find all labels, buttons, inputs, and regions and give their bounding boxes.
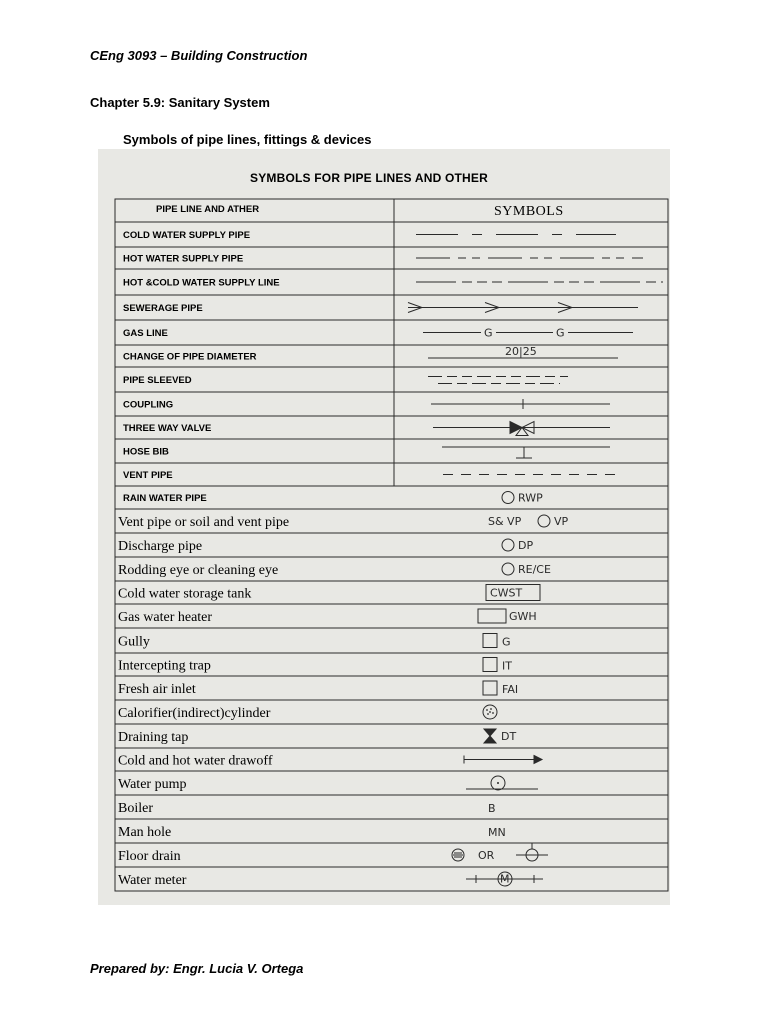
table-row xyxy=(123,492,543,505)
row-label: GAS LINE xyxy=(123,328,168,339)
row-label: Gas water heater xyxy=(118,610,213,625)
symbol-text: G xyxy=(502,635,511,649)
row-symbol xyxy=(431,399,610,409)
row-label: Water meter xyxy=(118,873,187,888)
row-label: Fresh air inlet xyxy=(118,682,196,697)
row-label: HOT &COLD WATER SUPPLY LINE xyxy=(123,277,280,289)
table-row xyxy=(118,801,496,816)
table-row xyxy=(118,705,497,721)
row-symbol xyxy=(483,705,497,719)
symbol-text: B xyxy=(488,802,496,815)
table-row xyxy=(123,375,568,386)
chapter-title: Chapter 5.9: Sanitary System xyxy=(90,95,270,110)
symbol-text: S& VP xyxy=(488,515,522,528)
prepared-by: Prepared by: Engr. Lucia V. Ortega xyxy=(90,961,304,976)
table-row xyxy=(118,776,538,792)
row-label: Calorifier(indirect)cylinder xyxy=(118,706,271,721)
row-symbol xyxy=(502,492,543,505)
row-label: Boiler xyxy=(118,801,153,816)
row-symbol xyxy=(502,563,551,576)
section-subtitle: Symbols of pipe lines, fittings & devices xyxy=(123,132,372,147)
row-label: SEWERAGE PIPE xyxy=(123,303,203,314)
row-label: Draining tap xyxy=(118,730,189,745)
row-label: Floor drain xyxy=(118,849,181,864)
symbol-text: DP xyxy=(518,539,534,552)
symbol-text: MN xyxy=(488,826,506,839)
table-row xyxy=(118,563,551,578)
row-label: Cold and hot water drawoff xyxy=(118,753,273,769)
symbol-text: FAI xyxy=(502,683,519,696)
row-symbol xyxy=(486,585,540,601)
row-symbol xyxy=(423,327,633,340)
table-row xyxy=(118,634,511,650)
row-symbol xyxy=(408,303,638,313)
row-symbol xyxy=(483,681,518,696)
symbol-text: RE/CE xyxy=(518,563,551,576)
symbol-text: RWP xyxy=(518,491,543,505)
row-label: Intercepting trap xyxy=(118,658,211,674)
table-row xyxy=(118,825,506,840)
symbol-text: VP xyxy=(554,515,569,528)
symbol-text: M xyxy=(500,872,510,886)
table-row xyxy=(118,585,540,602)
course-title: CEng 3093 – Building Construction xyxy=(90,48,308,63)
row-symbol xyxy=(466,872,543,886)
symbol-text: GWH xyxy=(509,610,537,623)
row-label: Discharge pipe xyxy=(118,539,203,554)
row-symbol xyxy=(428,377,568,384)
table-row xyxy=(118,539,533,554)
row-label: COLD WATER SUPPLY PIPE xyxy=(123,230,251,241)
row-symbol xyxy=(488,826,506,839)
row-symbol xyxy=(478,609,537,623)
row-symbol xyxy=(442,447,610,458)
table-row xyxy=(118,658,512,674)
table-row xyxy=(118,515,569,530)
symbol-text: CWST xyxy=(490,586,523,600)
table-row xyxy=(118,609,537,625)
row-symbol xyxy=(483,634,511,649)
table-row xyxy=(123,470,618,481)
table-row xyxy=(118,872,543,888)
row-symbol xyxy=(488,515,569,528)
table-row xyxy=(123,422,610,436)
table-row xyxy=(123,399,610,411)
table-row xyxy=(118,729,516,745)
scan-title: SYMBOLS FOR PIPE LINES AND OTHER xyxy=(250,171,488,185)
row-label: Vent pipe or soil and vent pipe xyxy=(118,515,290,530)
row-label: HOSE BIB xyxy=(123,446,169,458)
row-label: Rodding eye or cleaning eye xyxy=(118,563,279,578)
symbol-text: 20|25 xyxy=(505,345,537,358)
table-row xyxy=(123,278,663,289)
scanned-symbol-table-image xyxy=(98,149,670,905)
row-symbol xyxy=(488,802,496,815)
table-row xyxy=(118,754,542,769)
row-label: HOT WATER SUPPLY PIPE xyxy=(123,253,244,265)
table-row xyxy=(123,254,643,265)
symbol-text: IT xyxy=(502,659,512,673)
row-label: Water pump xyxy=(118,777,187,792)
symbol-text: OR xyxy=(478,849,495,862)
column-header-pipeline: PIPE LINE AND ATHER xyxy=(156,204,260,215)
row-symbol xyxy=(483,658,512,673)
row-symbol xyxy=(466,776,538,790)
row-symbol xyxy=(452,843,548,862)
symbol-text: G xyxy=(556,326,565,340)
table-row xyxy=(118,843,548,864)
row-label: COUPLING xyxy=(123,399,174,411)
row-label: Gully xyxy=(118,634,150,650)
table-row xyxy=(123,230,616,241)
row-symbol xyxy=(428,345,618,358)
row-symbol xyxy=(464,756,542,764)
table-row xyxy=(123,345,618,363)
row-label: PIPE SLEEVED xyxy=(123,375,192,386)
table-row xyxy=(118,681,518,697)
row-label: THREE WAY VALVE xyxy=(123,423,212,434)
row-label: Cold water storage tank xyxy=(118,586,252,602)
symbol-table xyxy=(98,149,670,905)
column-header-symbols: SYMBOLS xyxy=(494,204,564,219)
row-symbol xyxy=(484,729,516,743)
table-row xyxy=(123,327,633,340)
symbol-text: G xyxy=(484,326,493,340)
row-label: VENT PIPE xyxy=(123,470,173,481)
row-symbol xyxy=(502,539,533,552)
row-label: RAIN WATER PIPE xyxy=(123,493,207,504)
row-label: CHANGE OF PIPE DIAMETER xyxy=(123,351,257,363)
row-label: Man hole xyxy=(118,825,172,840)
table-row xyxy=(123,447,610,459)
table-row xyxy=(123,303,638,315)
symbol-text: DT xyxy=(501,730,517,743)
row-symbol xyxy=(433,422,610,436)
